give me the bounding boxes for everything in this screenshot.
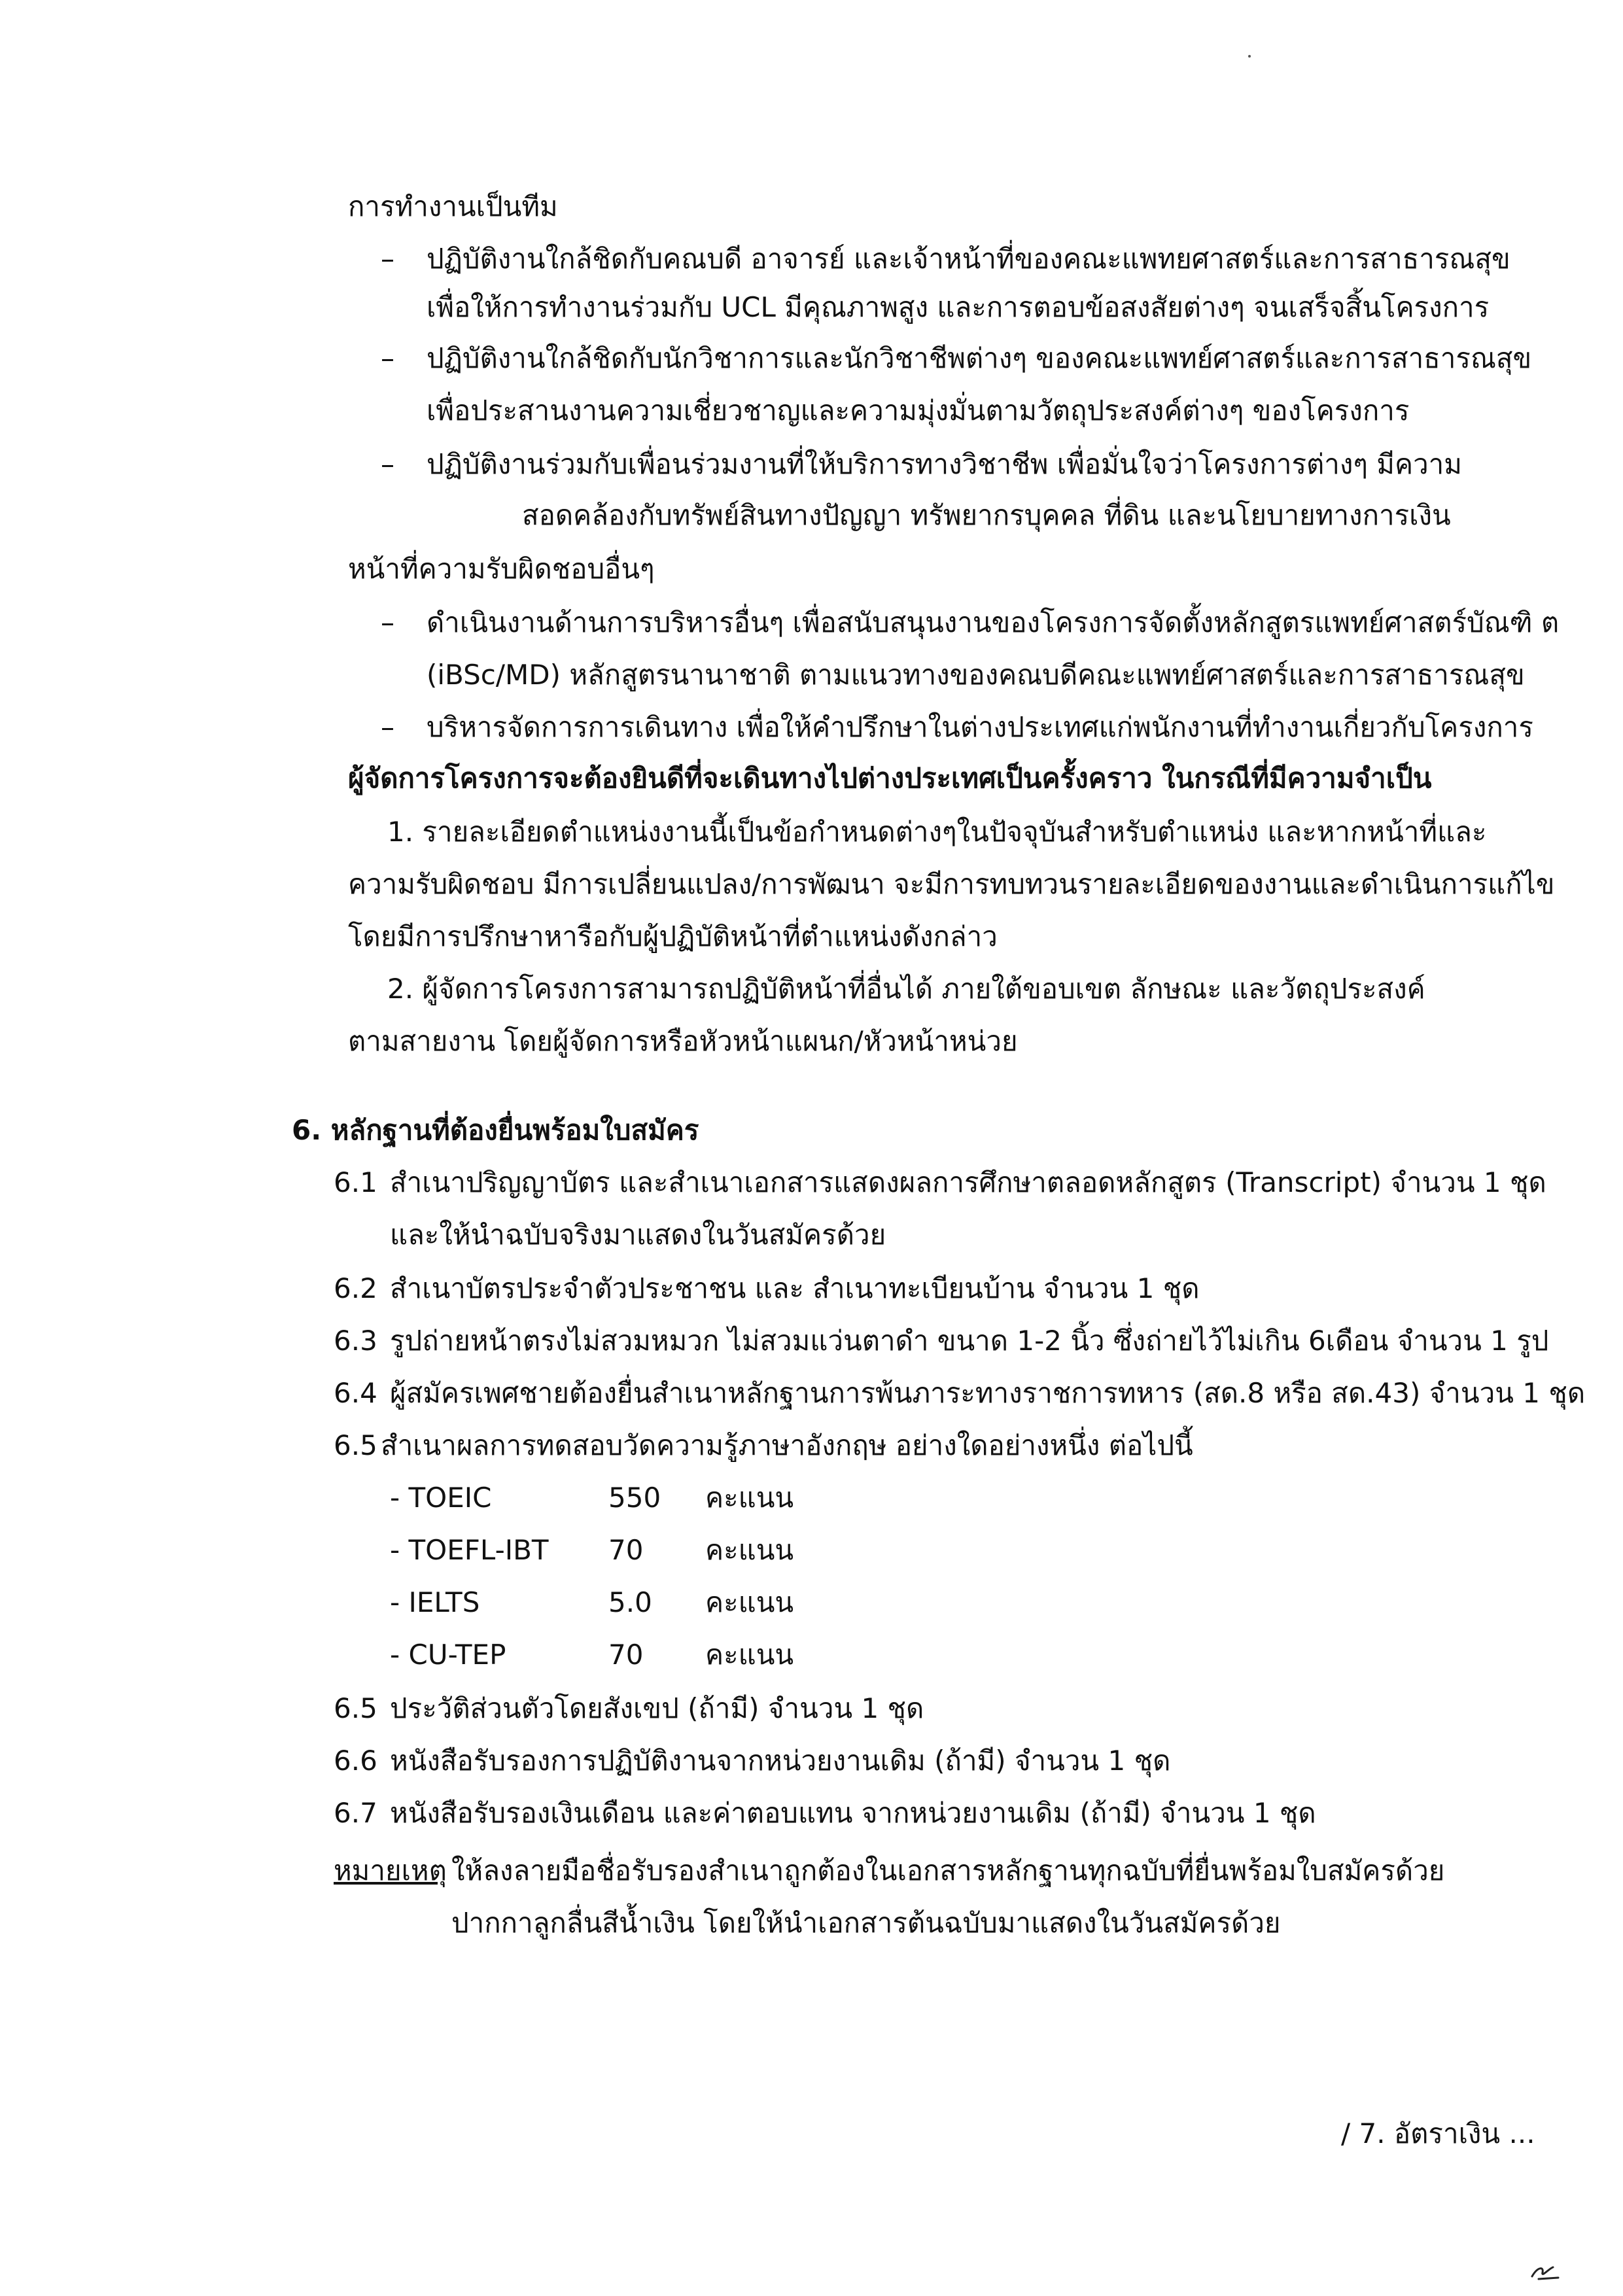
item-6-1-line-2: และให้นำฉบับจริงมาแสดงในวันสมัครด้วย [390, 1219, 886, 1251]
item-6-4: ผู้สมัครเพศชายต้องยื่นสำเนาหลักฐานการพ้นภาระทางราชการทหาร (สด.8 หรือ สด.43) จำนวน 1 ชุด [390, 1377, 1586, 1409]
bullet-dash: – [381, 342, 394, 374]
test-unit: คะแนน [705, 1586, 794, 1618]
item-number: 6.1 [334, 1166, 377, 1198]
bullet-dash: – [381, 711, 394, 743]
bullet-dash: – [381, 606, 394, 638]
teamwork-item-3-line-2: สอดคล้องกับทรัพย์สินทางปัญญา ทรัพยากรบุคคล ที่ดิน และนโยบายทางการเงิน [522, 499, 1451, 531]
bullet-dash: – [381, 243, 394, 275]
test-unit: คะแนน [705, 1482, 794, 1514]
continuation-marker: / 7. อัตราเงิน ... [1341, 2117, 1535, 2149]
item-number: 6.7 [334, 1797, 377, 1829]
note-2-line-1: 2. ผู้จัดการโครงการสามารถปฏิบัติหน้าที่อื่นได้ ภายใต้ขอบเขต ลักษณะ และวัตถุประสงค์ [387, 973, 1425, 1005]
initials-mark [1529, 2262, 1561, 2282]
test-name: - IELTS [390, 1586, 480, 1618]
item-number: 6.5 [334, 1429, 377, 1461]
travel-note: ผู้จัดการโครงการจะต้องยินดีที่จะเดินทางไปต่างประเทศเป็นครั้งคราว ในกรณีที่มีความจำเป็น [348, 762, 1432, 794]
remark-label: หมายเหตุ [334, 1854, 447, 1887]
remark-line-2: ปากกาลูกลื่นสีน้ำเงิน โดยให้นำเอกสารต้นฉบับมาแสดงในวันสมัครด้วย [451, 1907, 1281, 1939]
item-number: 6.6 [334, 1745, 377, 1777]
other-duties-heading: หน้าที่ความรับผิดชอบอื่นๆ [348, 553, 655, 585]
note-1-line-1: 1. รายละเอียดตำแหน่งงานนี้เป็นข้อกำหนดต่างๆในปัจจุบันสำหรับตำแหน่ง และหากหน้าที่และ [387, 816, 1487, 848]
test-name: - CU-TEP [390, 1639, 506, 1671]
test-unit: คะแนน [705, 1534, 794, 1566]
item-number: 6.5 [334, 1692, 377, 1724]
item-6-5-resume: ประวัติส่วนตัวโดยสังเขป (ถ้ามี) จำนวน 1 ชุด [390, 1692, 924, 1724]
teamwork-item-1-line-2: เพื่อให้การทำงานร่วมกับ UCL มีคุณภาพสูง และการตอบข้อสงสัยต่างๆ จนเสร็จสิ้นโครงการ [427, 291, 1490, 323]
item-6-7: หนังสือรับรองเงินเดือน และค่าตอบแทน จากหน่วยงานเดิม (ถ้ามี) จำนวน 1 ชุด [390, 1797, 1316, 1829]
note-2-line-2: ตามสายงาน โดยผู้จัดการหรือหัวหน้าแผนก/หัวหน้าหน่วย [348, 1025, 1018, 1057]
bullet-dash: – [381, 448, 394, 480]
section-6-heading: 6. หลักฐานที่ต้องยื่นพร้อมใบสมัคร [292, 1114, 699, 1146]
item-number: 6.3 [334, 1325, 377, 1357]
test-score: 5.0 [608, 1586, 652, 1618]
remark-line-1: ให้ลงลายมือชื่อรับรองสำเนาถูกต้องในเอกสารหลักฐานทุกฉบับที่ยื่นพร้อมใบสมัครด้วย [451, 1854, 1445, 1887]
teamwork-item-3-line-1: ปฏิบัติงานร่วมกับเพื่อนร่วมงานที่ให้บริการทางวิชาชีพ เพื่อมั่นใจว่าโครงการต่างๆ มีความ [427, 448, 1462, 480]
other-duty-2-line-1: บริหารจัดการการเดินทาง เพื่อให้คำปรึกษาในต่างประเทศแก่พนักงานที่ทำงานเกี่ยวกับโครงการ [427, 711, 1533, 743]
teamwork-item-1-line-1: ปฏิบัติงานใกล้ชิดกับคณบดี อาจารย์ และเจ้าหน้าที่ของคณะแพทยศาสตร์และการสาธารณสุข [427, 243, 1510, 275]
other-duty-1-line-1: ดำเนินงานด้านการบริหารอื่นๆ เพื่อสนับสนุนงานของโครงการจัดตั้งหลักสูตรแพทย์ศาสตร์บัณฑิ ต [427, 606, 1560, 638]
item-6-3: รูปถ่ายหน้าตรงไม่สวมหมวก ไม่สวมแว่นตาดำ ขนาด 1-2 นิ้ว ซึ่งถ่ายไว้ไม่เกิน 6เดือน จำนวน 1 รูป [390, 1325, 1549, 1357]
item-6-2: สำเนาบัตรประจำตัวประชาชน และ สำเนาทะเบียนบ้าน จำนวน 1 ชุด [390, 1272, 1200, 1304]
item-6-5-english: สำเนาผลการทดสอบวัดความรู้ภาษาอังกฤษ อย่างใดอย่างหนึ่ง ต่อไปนี้ [381, 1429, 1193, 1461]
scan-speck [1248, 55, 1251, 58]
item-6-6: หนังสือรับรองการปฏิบัติงานจากหน่วยงานเดิม (ถ้ามี) จำนวน 1 ชุด [390, 1745, 1171, 1777]
test-name: - TOEIC [390, 1482, 492, 1514]
note-1-line-2: ความรับผิดชอบ มีการเปลี่ยนแปลง/การพัฒนา จะมีการทบทวนรายละเอียดของงานและดำเนินการแก้ไข [348, 868, 1555, 900]
test-score: 550 [608, 1482, 661, 1514]
teamwork-item-2-line-1: ปฏิบัติงานใกล้ชิดกับนักวิชาการและนักวิชาชีพต่างๆ ของคณะแพทย์ศาสตร์และการสาธารณสุข [427, 342, 1532, 374]
test-score: 70 [608, 1639, 644, 1671]
item-number: 6.2 [334, 1272, 377, 1304]
item-number: 6.4 [334, 1377, 377, 1409]
item-6-1-line-1: สำเนาปริญญาบัตร และสำเนาเอกสารแสดงผลการศึกษาตลอดหลักสูตร (Transcript) จำนวน 1 ชุด [390, 1166, 1546, 1198]
teamwork-item-2-line-2: เพื่อประสานงานความเชี่ยวชาญและความมุ่งมั่นตามวัตถุประสงค์ต่างๆ ของโครงการ [427, 394, 1410, 426]
other-duty-1-line-2: (iBSc/MD) หลักสูตรนานาชาติ ตามแนวทางของคณบดีคณะแพทย์ศาสตร์และการสาธารณสุข [427, 659, 1525, 691]
note-1-line-3: โดยมีการปรึกษาหารือกับผู้ปฏิบัติหน้าที่ตำแหน่งดังกล่าว [348, 920, 998, 952]
test-name: - TOEFL-IBT [390, 1534, 549, 1566]
test-score: 70 [608, 1534, 644, 1566]
test-unit: คะแนน [705, 1639, 794, 1671]
intro-line: การทำงานเป็นทีม [348, 190, 558, 222]
